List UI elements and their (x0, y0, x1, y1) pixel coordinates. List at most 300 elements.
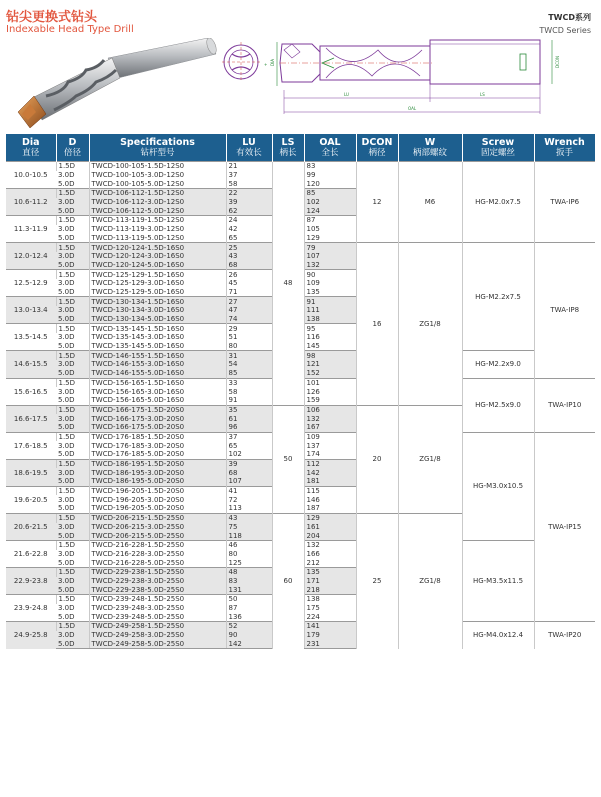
oal-cell: 90 (304, 270, 356, 279)
spec-cell: TWCD-146-155-1.5D-16S0 (89, 351, 226, 360)
spec-cell: TWCD-229-238-5.0D-25S0 (89, 585, 226, 594)
lu-cell: 29 (226, 324, 272, 333)
spec-cell: TWCD-156-165-5.0D-16S0 (89, 396, 226, 405)
oal-cell: 138 (304, 595, 356, 604)
dia-cell: 10.6-11.2 (6, 189, 56, 216)
lu-cell: 26 (226, 270, 272, 279)
lu-cell: 58 (226, 179, 272, 188)
multiple-cell: 5.0D (58, 179, 75, 188)
multiple-cell: 3.0D (56, 468, 89, 477)
column-header-en: D (68, 136, 77, 148)
lu-cell: 80 (226, 342, 272, 351)
column-header-wrench (534, 134, 595, 162)
oal-cell: 145 (304, 342, 356, 351)
multiple-cell: 1.5D (56, 297, 89, 306)
lu-cell: 142 (226, 639, 272, 648)
dia-cell: 20.6-21.5 (6, 513, 56, 540)
dia-cell: 16.6-17.5 (6, 405, 56, 432)
dcon-cell: 12 (356, 162, 398, 243)
multiple-cell: 3.0D (56, 252, 89, 261)
multiple-cell: 1.5D (56, 595, 89, 604)
ls-cell: 48 (272, 162, 304, 406)
oal-cell: 102 (304, 198, 356, 207)
spec-cell: TWCD-166-175-3.0D-20S0 (89, 414, 226, 423)
oal-cell: 124 (304, 206, 356, 215)
column-header-screw (462, 134, 534, 162)
lu-cell: 87 (226, 604, 272, 613)
screw-cell: HG-M3.5x11.5 (462, 540, 534, 621)
oal-cell: 152 (304, 369, 356, 378)
oal-cell: 126 (304, 387, 356, 396)
oal-cell: 109 (304, 279, 356, 288)
lu-cell: 39 (226, 459, 272, 468)
multiple-cell: 3.0D (56, 360, 89, 369)
multiple-cell: 5.0D (56, 261, 89, 270)
ls-cell: 60 (272, 513, 304, 648)
column-header-en: LU (242, 136, 256, 148)
dia-cell: 10.0-10.5 (6, 162, 56, 189)
column-header-specifications (89, 134, 226, 162)
series-en: TWCD Series (539, 26, 591, 35)
multiple-cell: 1.5D (56, 243, 89, 252)
lu-cell: 33 (226, 378, 272, 387)
spec-cell: TWCD-146-155-5.0D-16S0 (89, 369, 226, 378)
wrench-cell: TWA-IP20 (534, 622, 595, 649)
spec-cell: TWCD-130-134-3.0D-16S0 (89, 306, 226, 315)
oal-cell: 187 (304, 504, 356, 513)
spec-cell: TWCD-100-105-1.5D-12S0 (89, 162, 226, 171)
dia-cell: 13.5-14.5 (6, 324, 56, 351)
multiple-cell: 5.0D (58, 450, 75, 459)
wrench-cell: TWA-IP6 (534, 162, 595, 243)
column-header-cn: 全长 (321, 147, 339, 158)
column-header-en: Screw (481, 136, 515, 148)
oal-cell: 174 (304, 450, 356, 459)
spec-cell: TWCD-125-129-1.5D-16S0 (89, 270, 226, 279)
oal-cell: 85 (304, 189, 356, 198)
drawing-d-label: DIA (270, 59, 275, 66)
lu-cell: 72 (226, 495, 272, 504)
w-cell: M6 (398, 162, 462, 243)
lu-cell: 46 (226, 540, 272, 549)
spec-cell: TWCD-176-185-5.0D-20S0 (89, 450, 226, 459)
spec-cell: TWCD-239-248-3.0D-25S0 (89, 604, 226, 613)
multiple-cell: 3.0D (56, 414, 89, 423)
spec-cell: TWCD-239-248-1.5D-25S0 (89, 595, 226, 604)
oal-cell: 132 (304, 414, 356, 423)
lu-cell: 96 (226, 423, 272, 432)
oal-cell: 142 (304, 468, 356, 477)
lu-cell: 113 (226, 504, 272, 513)
column-header-dia (6, 134, 56, 162)
multiple-cell: 5.0D (58, 233, 75, 242)
spec-cell: TWCD-196-205-1.5D-20S0 (89, 486, 226, 495)
multiple-cell: 3.0D (58, 441, 75, 450)
drawing-lu-label: LU (344, 92, 349, 97)
oal-cell: 98 (304, 351, 356, 360)
dia-cell: 19.6-20.5 (6, 486, 56, 513)
multiple-cell: 3.0D (58, 225, 75, 234)
oal-cell: 101 (304, 378, 356, 387)
lu-cell: 43 (226, 252, 272, 261)
spec-cell: TWCD-106-112-3.0D-12S0 (89, 198, 226, 207)
multiple-cell: 3.0D (58, 171, 75, 180)
lu-cell: 50 (226, 595, 272, 604)
oal-cell: 109 (304, 432, 356, 441)
lu-cell: 85 (226, 369, 272, 378)
spec-cell: TWCD-166-175-5.0D-20S0 (89, 423, 226, 432)
wrench-cell: TWA-IP10 (534, 378, 595, 432)
multiple-cell: 1.5D (56, 405, 89, 414)
multiple-cell: 5.0D (56, 369, 89, 378)
drawing-ls-label: LS (480, 92, 485, 97)
column-header-en: OAL (319, 136, 341, 148)
lu-cell: 68 (226, 261, 272, 270)
column-header-oal (304, 134, 356, 162)
drawing-dcon-label: DCON (555, 55, 560, 68)
spec-cell: TWCD-176-185-3.0D-20S0 (89, 441, 226, 450)
multiple-cell: 1.5D (56, 567, 89, 576)
spec-cell: TWCD-113-119-5.0D-12S0 (89, 234, 226, 243)
oal-cell: 132 (304, 540, 356, 549)
lu-cell: 51 (226, 333, 272, 342)
oal-cell: 218 (304, 585, 356, 594)
dia-cell: 18.6-19.5 (6, 459, 56, 486)
spec-cell: TWCD-229-238-1.5D-25S0 (89, 567, 226, 576)
title-cn: 钻尖更换式钻头 (6, 10, 98, 25)
ls-cell: 50 (272, 405, 304, 513)
lu-cell: 71 (226, 288, 272, 297)
column-header-w (398, 134, 462, 162)
lu-cell: 136 (226, 612, 272, 621)
multiple-cell: 5.0D (56, 531, 89, 540)
screw-cell: HG-M2.2x7.5 (462, 243, 534, 351)
spec-cell: TWCD-120-124-3.0D-16S0 (89, 252, 226, 261)
column-header-en: DCON (361, 136, 393, 148)
column-header-cn: 钻杆型号 (140, 147, 175, 158)
spec-cell: TWCD-186-195-5.0D-20S0 (89, 477, 226, 486)
column-header-en: Specifications (120, 136, 195, 148)
spec-cell: TWCD-130-134-5.0D-16S0 (89, 315, 226, 324)
lu-cell: 61 (226, 414, 272, 423)
multiple-cell: 5.0D (58, 558, 75, 567)
oal-cell: 121 (304, 360, 356, 369)
column-header-cn: 直径 (22, 147, 40, 158)
oal-cell: 83 (304, 162, 356, 171)
lu-cell: 75 (226, 523, 272, 532)
multiple-cell: 1.5D (56, 486, 89, 495)
spec-cell: TWCD-239-248-5.0D-25S0 (89, 612, 226, 621)
lu-cell: 65 (226, 234, 272, 243)
column-header-cn: 柄径 (368, 147, 386, 158)
lu-cell: 42 (226, 225, 272, 234)
lu-cell: 39 (226, 198, 272, 207)
lu-cell: 24 (226, 216, 272, 225)
drill-product-image (12, 38, 217, 130)
multiple-cell: 1.5D (56, 270, 89, 279)
multiple-cell: 5.0D (58, 504, 75, 513)
oal-cell: 129 (304, 234, 356, 243)
screw-cell: HG-M2.0x7.5 (462, 162, 534, 243)
column-header-cn: 倍径 (63, 147, 81, 158)
multiple-cell: 5.0D (56, 477, 89, 486)
lu-cell: 90 (226, 631, 272, 640)
oal-cell: 95 (304, 324, 356, 333)
spec-cell: TWCD-106-112-5.0D-12S0 (89, 206, 226, 215)
spec-cell: TWCD-216-228-3.0D-25S0 (89, 550, 226, 559)
oal-cell: 116 (304, 333, 356, 342)
oal-cell: 135 (304, 288, 356, 297)
lu-cell: 68 (226, 468, 272, 477)
spec-cell: TWCD-156-165-3.0D-16S0 (89, 387, 226, 396)
screw-cell: HG-M2.5x9.0 (462, 378, 534, 432)
lu-cell: 25 (226, 243, 272, 252)
oal-cell: 106 (304, 405, 356, 414)
oal-cell: 175 (304, 604, 356, 613)
wrench-cell: TWA-IP15 (534, 432, 595, 621)
lu-cell: 102 (226, 450, 272, 459)
multiple-cell: 1.5D (56, 540, 89, 549)
multiple-cell: 3.0D (58, 279, 75, 288)
oal-cell: 87 (304, 216, 356, 225)
lu-cell: 37 (226, 171, 272, 180)
spec-cell: TWCD-113-119-3.0D-12S0 (89, 225, 226, 234)
drawing-oal-label: OAL (408, 106, 417, 111)
multiple-cell: 1.5D (56, 459, 89, 468)
multiple-cell: 5.0D (56, 206, 89, 215)
dia-cell: 24.9-25.8 (6, 622, 56, 649)
dia-cell: 22.9-23.8 (6, 567, 56, 594)
oal-cell: 204 (304, 531, 356, 540)
dia-cell: 13.0-13.4 (6, 297, 56, 324)
dcon-cell: 20 (356, 405, 398, 513)
spec-cell: TWCD-206-215-3.0D-25S0 (89, 523, 226, 532)
w-cell: ZG1/8 (398, 513, 462, 648)
column-header-cn: 固定螺丝 (480, 147, 515, 158)
multiple-cell: 5.0D (58, 342, 75, 351)
oal-cell: 135 (304, 567, 356, 576)
column-header-cn: 扳手 (555, 147, 573, 158)
spec-cell: TWCD-186-195-3.0D-20S0 (89, 468, 226, 477)
multiple-cell: 1.5D (56, 216, 89, 225)
oal-cell: 231 (304, 639, 356, 648)
lu-cell: 107 (226, 477, 272, 486)
multiple-cell: 3.0D (58, 604, 75, 613)
lu-cell: 65 (226, 441, 272, 450)
oal-cell: 166 (304, 550, 356, 559)
oal-cell: 129 (304, 513, 356, 522)
multiple-cell: 1.5D (56, 378, 89, 387)
spec-cell: TWCD-176-185-1.5D-20S0 (89, 432, 226, 441)
oal-cell: 171 (304, 577, 356, 586)
lu-cell: 47 (226, 306, 272, 315)
oal-cell: 161 (304, 523, 356, 532)
table-header (6, 134, 595, 162)
oal-cell: 132 (304, 261, 356, 270)
lu-cell: 52 (226, 622, 272, 631)
dia-cell: 11.3-11.9 (6, 216, 56, 243)
oal-cell: 137 (304, 441, 356, 450)
dia-cell: 17.6-18.5 (6, 432, 56, 459)
spec-cell: TWCD-216-228-5.0D-25S0 (89, 558, 226, 567)
spec-cell: TWCD-146-155-3.0D-16S0 (89, 360, 226, 369)
lu-cell: 131 (226, 585, 272, 594)
multiple-cell: 5.0D (58, 396, 75, 405)
multiple-cell: 5.0D (58, 612, 75, 621)
oal-cell: 99 (304, 171, 356, 180)
multiple-cell: 5.0D (56, 315, 89, 324)
multiple-cell: 3.0D (56, 198, 89, 207)
dia-cell: 14.6-15.5 (6, 351, 56, 378)
column-header-dcon (356, 134, 398, 162)
multiple-cell: 1.5D (56, 622, 89, 631)
multiple-cell: 1.5D (56, 432, 89, 441)
spec-cell: TWCD-196-205-3.0D-20S0 (89, 495, 226, 504)
spec-cell: TWCD-135-145-3.0D-16S0 (89, 333, 226, 342)
lu-cell: 54 (226, 360, 272, 369)
lu-cell: 83 (226, 577, 272, 586)
technical-drawing (222, 30, 592, 125)
oal-cell: 167 (304, 423, 356, 432)
oal-cell: 159 (304, 396, 356, 405)
spec-cell: TWCD-113-119-1.5D-12S0 (89, 216, 226, 225)
lu-cell: 48 (226, 567, 272, 576)
column-header-lu (226, 134, 272, 162)
multiple-cell: 3.0D (58, 495, 75, 504)
multiple-cell: 1.5D (56, 324, 89, 333)
w-cell: ZG1/8 (398, 243, 462, 405)
multiple-cell: 1.5D (56, 189, 89, 198)
screw-cell: HG-M2.2x9.0 (462, 351, 534, 378)
spec-cell: TWCD-249-258-5.0D-25S0 (89, 639, 226, 648)
multiple-cell: 3.0D (56, 577, 89, 586)
oal-cell: 91 (304, 297, 356, 306)
oal-cell: 181 (304, 477, 356, 486)
multiple-cell: 3.0D (56, 523, 89, 532)
oal-cell: 107 (304, 252, 356, 261)
table-row (6, 162, 595, 171)
lu-cell: 43 (226, 513, 272, 522)
spec-cell: TWCD-125-129-5.0D-16S0 (89, 288, 226, 297)
column-header-d (56, 134, 89, 162)
lu-cell: 31 (226, 351, 272, 360)
spec-cell: TWCD-186-195-1.5D-20S0 (89, 459, 226, 468)
multiple-cell: 3.0D (58, 333, 75, 342)
multiple-cell: 5.0D (56, 639, 89, 648)
dia-cell: 12.5-12.9 (6, 270, 56, 297)
lu-cell: 41 (226, 486, 272, 495)
w-cell: ZG1/8 (398, 405, 462, 513)
spec-cell: TWCD-229-238-3.0D-25S0 (89, 577, 226, 586)
column-header-cn: 柄长 (279, 147, 297, 158)
oal-cell: 179 (304, 631, 356, 640)
multiple-cell: 5.0D (58, 287, 75, 296)
spec-table (6, 134, 596, 649)
spec-cell: TWCD-216-228-1.5D-25S0 (89, 540, 226, 549)
spec-cell: TWCD-100-105-5.0D-12S0 (89, 179, 226, 188)
title-en: Indexable Head Type Drill (6, 24, 134, 35)
multiple-cell: 3.0D (56, 306, 89, 315)
oal-cell: 112 (304, 459, 356, 468)
spec-cell: TWCD-196-205-5.0D-20S0 (89, 504, 226, 513)
multiple-cell: 3.0D (58, 387, 75, 396)
multiple-cell: 5.0D (56, 585, 89, 594)
table-body (6, 162, 595, 649)
multiple-cell: 3.0D (58, 549, 75, 558)
svg-text:+: + (264, 62, 268, 67)
oal-cell: 141 (304, 622, 356, 631)
dcon-cell: 25 (356, 513, 398, 648)
spec-cell: TWCD-135-145-5.0D-16S0 (89, 342, 226, 351)
spec-cell: TWCD-100-105-3.0D-12S0 (89, 171, 226, 180)
dia-cell: 21.6-22.8 (6, 540, 56, 567)
oal-cell: 115 (304, 486, 356, 495)
oal-cell: 146 (304, 495, 356, 504)
oal-cell: 105 (304, 225, 356, 234)
column-header-en: Dia (21, 136, 40, 148)
spec-cell: TWCD-135-145-1.5D-16S0 (89, 324, 226, 333)
dia-cell: 23.9-24.8 (6, 595, 56, 622)
dcon-cell: 16 (356, 243, 398, 405)
spec-cell: TWCD-120-124-1.5D-16S0 (89, 243, 226, 252)
lu-cell: 118 (226, 531, 272, 540)
multiple-cell: 1.5D (56, 513, 89, 522)
spec-cell: TWCD-249-258-1.5D-25S0 (89, 622, 226, 631)
column-header-en: LS (281, 136, 295, 148)
lu-cell: 62 (226, 206, 272, 215)
dia-cell: 12.0-12.4 (6, 243, 56, 270)
lu-cell: 58 (226, 387, 272, 396)
oal-cell: 111 (304, 306, 356, 315)
spec-cell: TWCD-125-129-3.0D-16S0 (89, 279, 226, 288)
oal-cell: 138 (304, 315, 356, 324)
spec-cell: TWCD-106-112-1.5D-12S0 (89, 189, 226, 198)
column-header-cn: 柄部螺纹 (412, 147, 447, 158)
oal-cell: 212 (304, 558, 356, 567)
oal-cell: 224 (304, 612, 356, 621)
column-header-en: Wrench (544, 136, 585, 148)
lu-cell: 45 (226, 279, 272, 288)
lu-cell: 27 (226, 297, 272, 306)
dia-cell: 15.6-16.5 (6, 378, 56, 405)
lu-cell: 22 (226, 189, 272, 198)
lu-cell: 80 (226, 550, 272, 559)
multiple-cell: 1.5D (56, 351, 89, 360)
oal-cell: 120 (304, 179, 356, 188)
multiple-cell: 5.0D (56, 423, 89, 432)
spec-cell: TWCD-130-134-1.5D-16S0 (89, 297, 226, 306)
screw-cell: HG-M4.0x12.4 (462, 622, 534, 649)
column-header-ls (272, 134, 304, 162)
spec-cell: TWCD-206-215-1.5D-25S0 (89, 513, 226, 522)
lu-cell: 125 (226, 558, 272, 567)
lu-cell: 74 (226, 315, 272, 324)
wrench-cell: TWA-IP8 (534, 243, 595, 378)
multiple-cell: 3.0D (56, 631, 89, 640)
lu-cell: 37 (226, 432, 272, 441)
spec-cell: TWCD-120-124-5.0D-16S0 (89, 261, 226, 270)
series-cn: TWCD系列 (548, 13, 591, 22)
spec-cell: TWCD-156-165-1.5D-16S0 (89, 378, 226, 387)
lu-cell: 91 (226, 396, 272, 405)
screw-cell: HG-M3.0x10.5 (462, 432, 534, 540)
multiple-cell: 1.5D (56, 162, 89, 171)
oal-cell: 79 (304, 243, 356, 252)
lu-cell: 21 (226, 162, 272, 171)
column-header-en: W (424, 136, 436, 148)
spec-cell: TWCD-166-175-1.5D-20S0 (89, 405, 226, 414)
spec-cell: TWCD-206-215-5.0D-25S0 (89, 531, 226, 540)
